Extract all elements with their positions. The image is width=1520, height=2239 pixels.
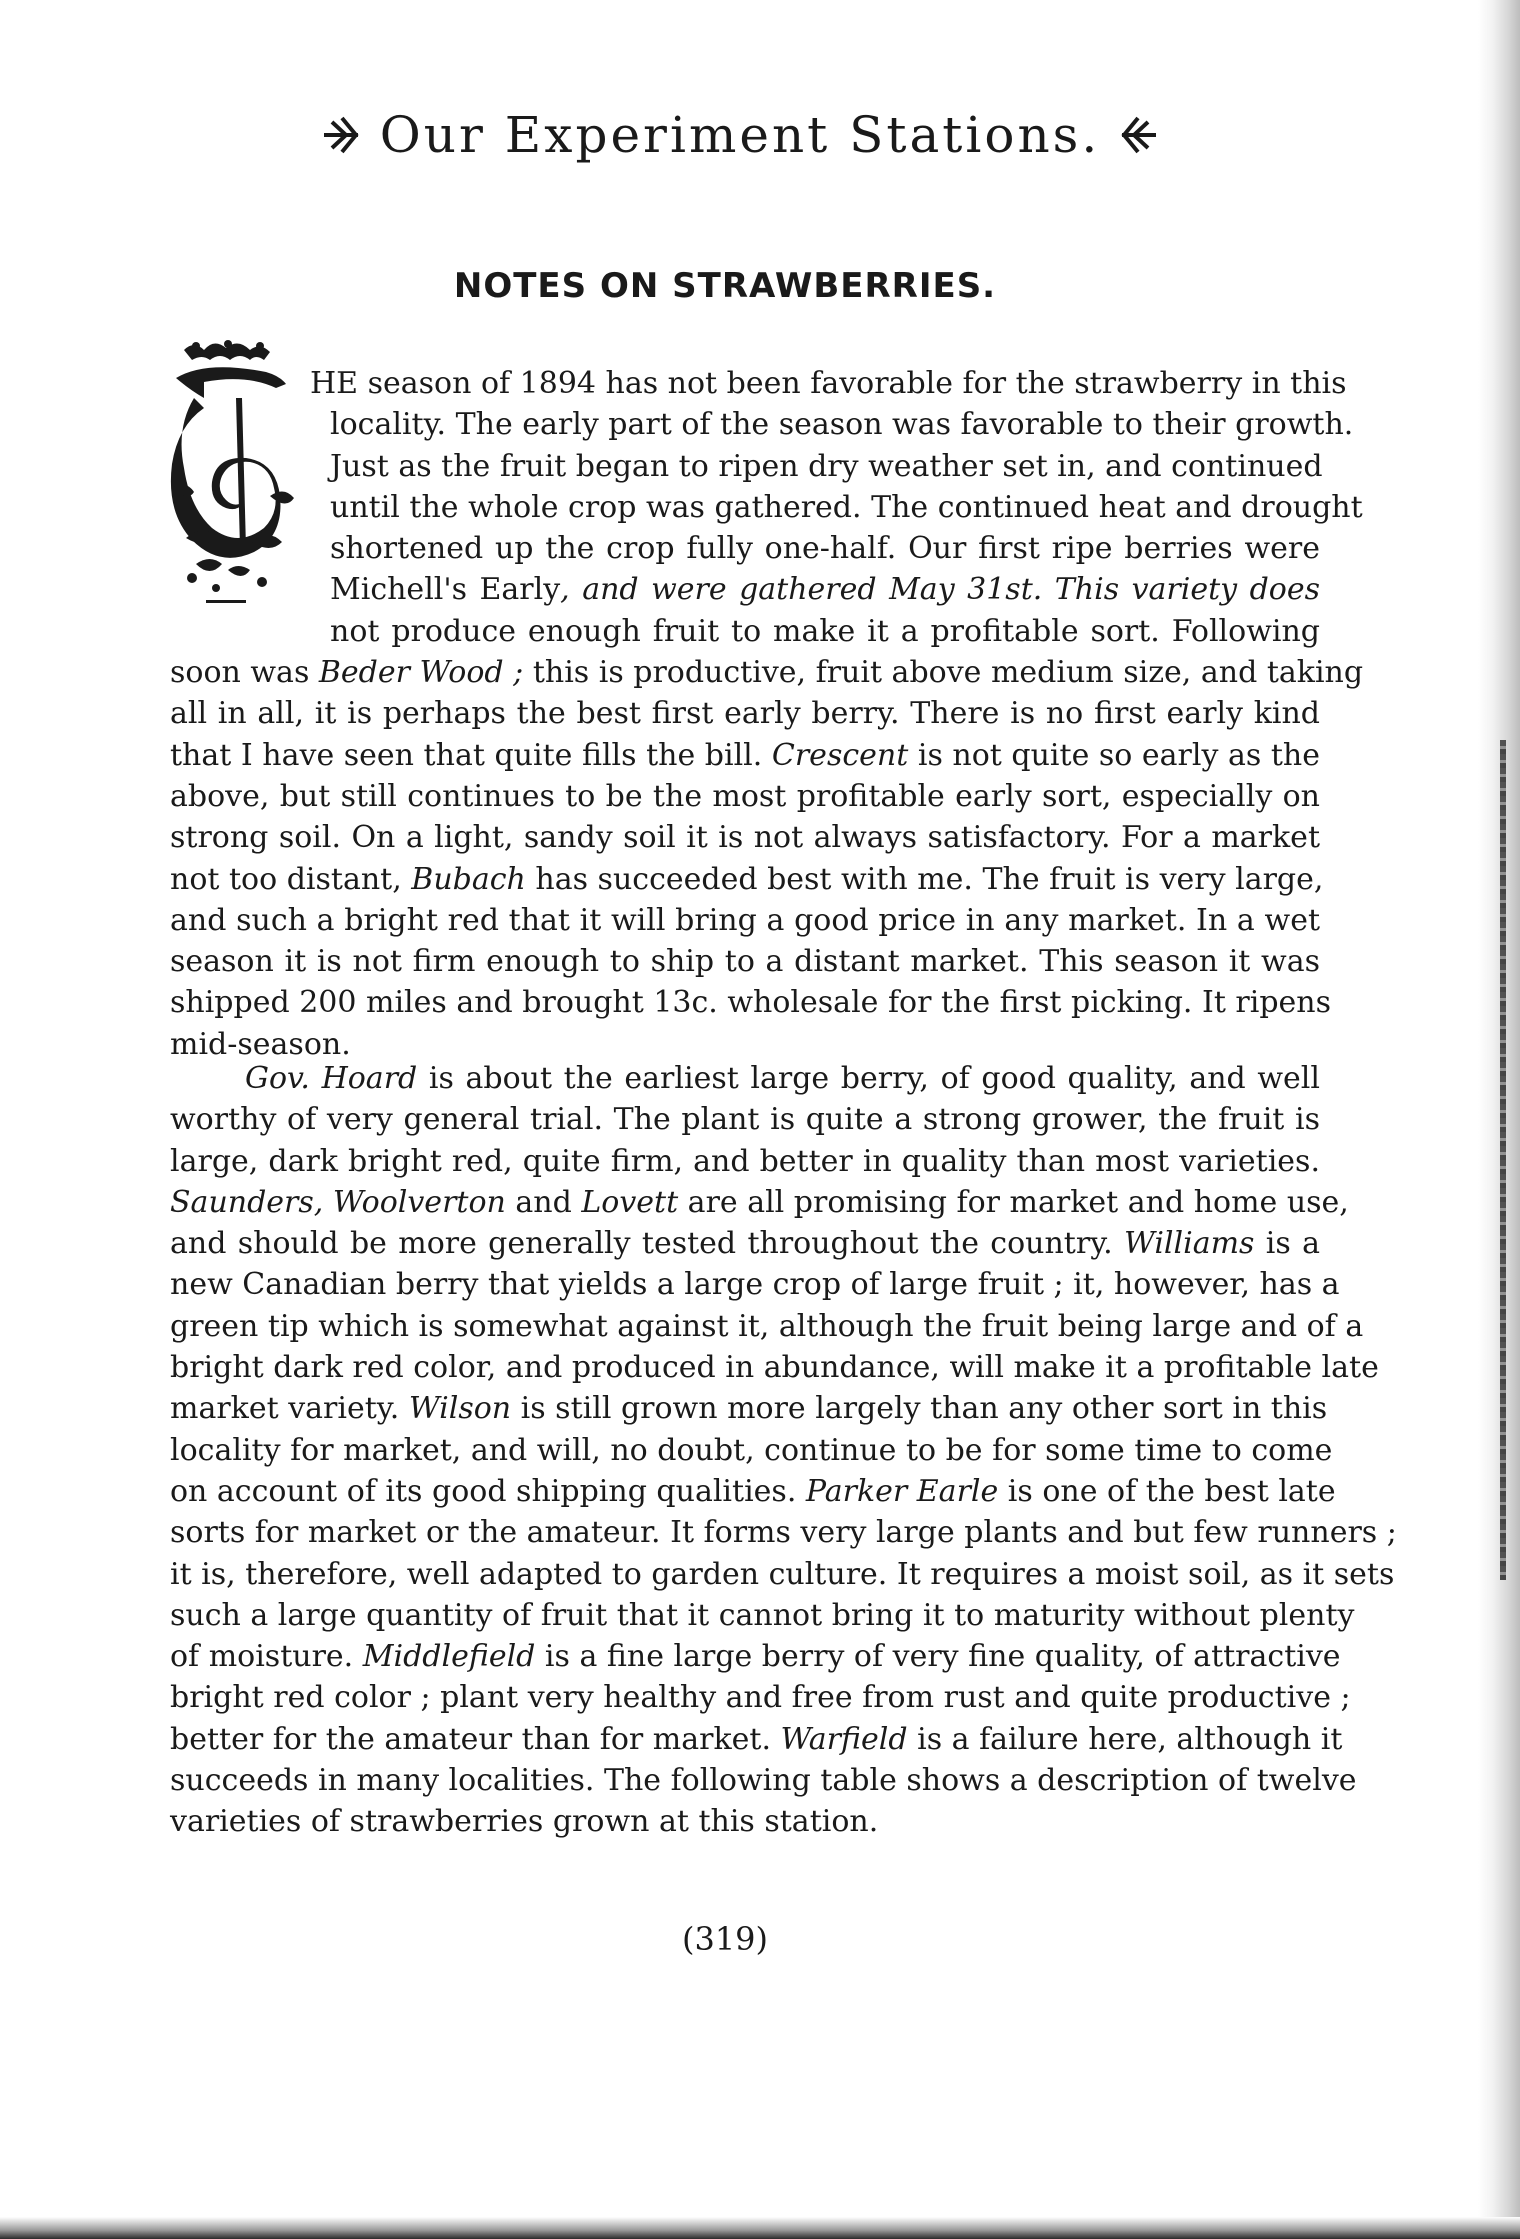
text-run: large, dark bright red, quite firm, and better in quality than most varieties. xyxy=(170,1143,1320,1179)
text-run: on account of its good shipping qualities. xyxy=(170,1473,806,1509)
left-fleuron-icon xyxy=(320,110,362,160)
text-line xyxy=(170,1554,1395,1595)
text-line xyxy=(170,859,1324,900)
text-run: is a xyxy=(1254,1226,1320,1262)
text-run: is a fine large berry of very fine quality, of attractive xyxy=(535,1639,1341,1675)
text-run: and should be more generally tested throughout the country. xyxy=(170,1226,1125,1262)
right-fleuron-icon xyxy=(1118,110,1160,160)
text-line xyxy=(170,1801,1320,1842)
text-run: is a failure here, although it xyxy=(907,1721,1343,1757)
text-run: succeeds in many localities. The following table shows a description of twelve xyxy=(170,1763,1357,1799)
text-run: such a large quantity of fruit that it cannot bring it to maturity without plenty xyxy=(170,1597,1355,1633)
variety-name: Crescent xyxy=(771,737,909,773)
text-line xyxy=(170,1430,1333,1471)
variety-name: Wilson xyxy=(408,1391,512,1427)
text-line xyxy=(170,941,1320,982)
text-line xyxy=(170,1223,1320,1264)
text-run: shipped 200 miles and brought 13c. wholesale for the first picking. It ripens xyxy=(170,985,1332,1021)
text-line xyxy=(170,1719,1343,1760)
text-line xyxy=(330,446,1323,487)
paragraph-1 xyxy=(170,363,1364,1065)
text-run: varieties of strawberries grown at this station. xyxy=(170,1804,879,1840)
text-run: is not quite so early as the xyxy=(908,737,1320,773)
text-run: HE season of 1894 has not been favorable for the strawberry in this xyxy=(310,366,1347,401)
text-run: soon was xyxy=(170,655,319,691)
text-run: that I have seen that quite fills the bill. xyxy=(170,737,772,773)
text-run: season it is not firm enough to ship to a distant market. This season it was xyxy=(170,944,1320,980)
text-run: bright dark red color, and produced in abundance, will make it a profitable late xyxy=(170,1350,1379,1386)
variety-name: Beder Wood ; xyxy=(318,655,524,691)
text-run: better for the amateur than for market. xyxy=(170,1721,781,1757)
text-line xyxy=(170,1264,1340,1305)
text-run: mid-season. xyxy=(170,1026,351,1062)
text-run: this is productive, fruit above medium size, and taking xyxy=(523,655,1364,691)
text-run: shortened up the crop fully one-half. Our first ripe berries were xyxy=(330,531,1320,567)
text-run: are all promising for market and home use, xyxy=(678,1184,1349,1220)
text-line xyxy=(170,1636,1341,1677)
text-run: sorts for market or the amateur. It forms very large plants and but few runners ; xyxy=(170,1515,1397,1551)
text-line xyxy=(170,817,1320,858)
text-line xyxy=(170,1099,1320,1140)
page-header xyxy=(300,100,1180,170)
text-run: Just as the fruit began to ripen dry weather set in, and continued xyxy=(330,448,1323,484)
text-line xyxy=(170,776,1320,817)
text-run: and xyxy=(505,1184,582,1220)
text-line xyxy=(170,1677,1351,1718)
text-run: locality. The early part of the season was favorable to their growth. xyxy=(330,407,1354,443)
text-line xyxy=(170,1388,1328,1429)
text-run: locality for market, and will, no doubt, continue to be for some time to come xyxy=(170,1432,1333,1468)
text-run: strong soil. On a light, sandy soil it is not always satisfactory. For a market xyxy=(170,820,1320,856)
text-run: green tip which is somewhat against it, although the fruit being large and of a xyxy=(170,1308,1364,1344)
variety-name: Bubach xyxy=(411,861,526,897)
text-run: and such a bright red that it will bring a good price in any market. In a wet xyxy=(170,902,1320,938)
text-line xyxy=(170,1471,1336,1512)
text-line xyxy=(170,1347,1379,1388)
variety-name: Saunders, Woolverton xyxy=(170,1184,506,1220)
text-run: has succeeded best with me. The fruit is very large, xyxy=(525,861,1324,897)
gutter-shadow-streak xyxy=(1500,740,1506,1580)
text-line xyxy=(170,1306,1364,1347)
text-run: above, but still continues to be the most profitable early sort, especially on xyxy=(170,778,1320,814)
text-run: Michell's Early xyxy=(330,572,561,608)
variety-name: Middlefield xyxy=(362,1639,536,1675)
text-line xyxy=(170,982,1332,1023)
text-line xyxy=(330,569,1320,610)
text-run: new Canadian berry that yields a large crop of large fruit ; it, however, has a xyxy=(170,1267,1340,1303)
text-run: all in all, it is perhaps the best first early berry. There is no first early kind xyxy=(170,696,1320,732)
text-line xyxy=(170,735,1320,776)
variety-name: Williams xyxy=(1124,1226,1255,1262)
page-bottom-edge xyxy=(0,2217,1520,2239)
variety-name: Gov. Hoard xyxy=(245,1061,418,1096)
text-line xyxy=(170,1141,1320,1182)
text-line xyxy=(330,528,1320,569)
text-run: market variety. xyxy=(170,1391,409,1427)
text-run: bright red color ; plant very healthy and free from rust and quite productive ; xyxy=(170,1680,1351,1716)
text-run: not too distant, xyxy=(170,861,412,897)
text-line xyxy=(170,1595,1355,1636)
article-title: NOTES ON STRAWBERRIES. xyxy=(453,266,997,306)
text-run: until the whole crop was gathered. The continued heat and drought xyxy=(330,489,1363,525)
text-line xyxy=(330,404,1354,445)
text-line xyxy=(310,363,1347,404)
text-line xyxy=(170,1182,1349,1223)
text-run: of moisture. xyxy=(170,1639,363,1675)
text-run: not produce enough fruit to make it a profitable sort. Following xyxy=(330,613,1320,649)
text-line xyxy=(170,1512,1397,1553)
text-line xyxy=(170,900,1320,941)
text-line xyxy=(170,652,1364,693)
text-run: is still grown more largely than any other sort in this xyxy=(511,1391,1328,1427)
variety-name: , and were gathered May 31st. This variety does xyxy=(560,572,1320,608)
text-run: is about the earliest large berry, of good quality, and well xyxy=(417,1061,1320,1096)
text-line xyxy=(170,1058,1320,1099)
text-line xyxy=(170,1760,1357,1801)
variety-name: Parker Earle xyxy=(805,1473,999,1509)
text-line xyxy=(170,693,1320,734)
variety-name: Warfield xyxy=(780,1721,908,1757)
text-line xyxy=(330,611,1320,652)
page-number: (319) xyxy=(681,1920,769,1958)
text-run: is one of the best late xyxy=(998,1473,1336,1509)
paragraph-2 xyxy=(170,1058,1397,1843)
binding-gutter xyxy=(1478,0,1520,2239)
text-run: worthy of very general trial. The plant is quite a strong grower, the fruit is xyxy=(170,1102,1320,1138)
running-head: Our Experiment Stations. xyxy=(379,106,1101,164)
text-run: it is, therefore, well adapted to garden culture. It requires a moist soil, as it sets xyxy=(170,1556,1395,1592)
variety-name: Lovett xyxy=(581,1184,679,1220)
text-line xyxy=(330,487,1363,528)
